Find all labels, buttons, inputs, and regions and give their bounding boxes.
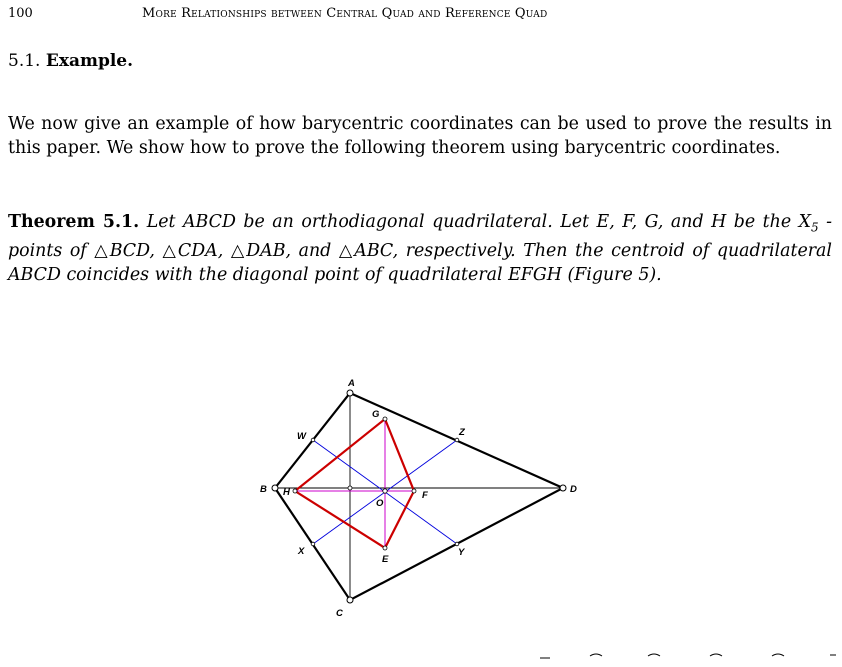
quadrilateral-abcd — [275, 393, 563, 600]
figure-5 — [240, 372, 600, 622]
running-title: More Relationships between Central Quad and Reference Quad — [142, 6, 548, 21]
cropped-glyphs — [540, 652, 840, 663]
theorem-body-part1: Let ABCD be an orthodiagonal quadrilateral. Let E, F, G, and H be the X — [146, 212, 811, 232]
page-number: 100 — [8, 6, 33, 21]
label-b: B — [260, 484, 267, 495]
label-e: E — [382, 554, 389, 565]
label-c: C — [336, 608, 343, 619]
theorem-label: Theorem 5.1. — [8, 212, 140, 232]
label-y: Y — [458, 547, 465, 558]
point-x — [311, 542, 315, 546]
point-f — [412, 489, 416, 493]
label-o: O — [376, 498, 384, 509]
label-z: Z — [459, 427, 465, 438]
theorem-statement — [8, 210, 832, 287]
running-header — [8, 6, 834, 26]
label-f: F — [422, 490, 428, 501]
point-o — [383, 489, 387, 493]
label-x: X — [298, 546, 305, 557]
point-b — [272, 485, 278, 491]
section-title: Example. — [45, 51, 134, 71]
point-z — [455, 438, 459, 442]
point-g — [383, 417, 387, 421]
point-y — [455, 542, 459, 546]
label-w: W — [297, 431, 306, 442]
section-heading — [8, 51, 133, 71]
point-h — [293, 489, 297, 493]
label-a: A — [348, 378, 355, 389]
cropped-next-line — [540, 648, 840, 659]
intro-paragraph: We now give an example of how barycentric coordinates can be used to prove the results in this paper. We show how to prove the following theorem using barycentric coordinates. — [8, 114, 832, 158]
point-ac-bd — [348, 486, 352, 490]
point-c — [347, 597, 353, 603]
section-number: 5.1. — [8, 51, 41, 71]
label-h: H — [283, 487, 290, 498]
label-d: D — [570, 484, 577, 495]
theorem-subscript: 5 — [810, 220, 819, 235]
theorem-body-part2: -points of △BCD, △CDA, △DAB, and △ABC, respectively. Then the centroid of quadrilateral ABCD coincides with the diagonal point of quadrilateral EFGH (Figure 5). — [8, 212, 832, 286]
label-g: G — [372, 409, 380, 420]
point-a — [347, 390, 353, 396]
point-w — [311, 438, 315, 442]
point-e — [383, 546, 387, 550]
geometry-diagram — [240, 372, 600, 622]
point-d — [560, 485, 566, 491]
